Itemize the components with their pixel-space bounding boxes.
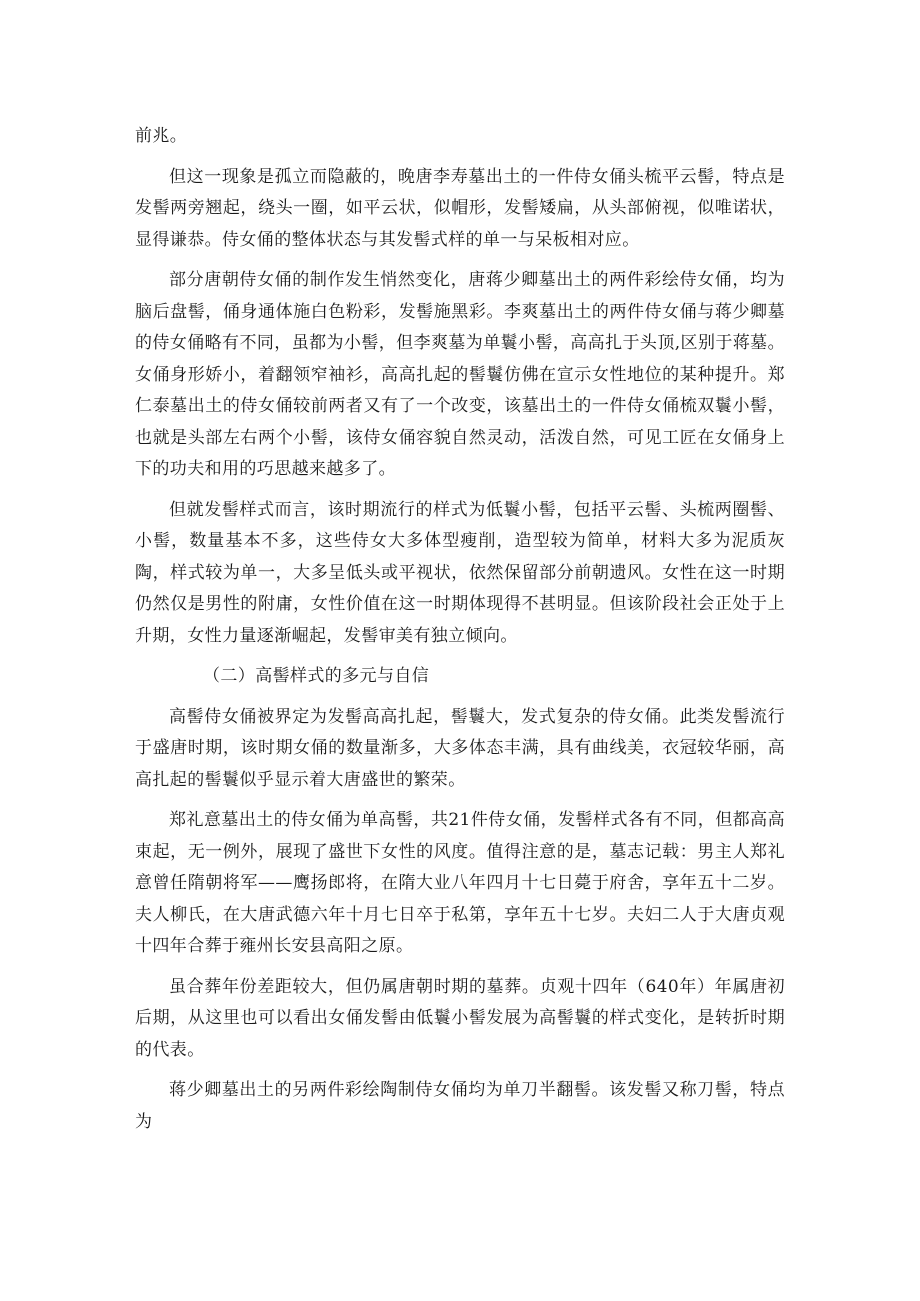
paragraph-continuation: 前兆。 bbox=[135, 126, 188, 146]
paragraph-burial-years: 虽合葬年份差距较大，但仍属唐朝时期的墓葬。贞观十四年（640年）年属唐初后期，从这里也可以看出女俑发髻由低鬟小髻发展为高髻鬟的样式变化，是转折时期的代表。 bbox=[135, 976, 785, 1060]
document-page bbox=[135, 121, 785, 1147]
paragraph-high-bun-definition: 高髻侍女俑被界定为发髻高高扎起，髻鬟大，发式复杂的侍女俑。此类发髻流行于盛唐时期，该时期女俑的数量渐多，大多体态丰满，具有曲线美，衣冠较华丽，高高扎起的髻鬟似乎显示着大唐盛世的繁荣。 bbox=[135, 706, 785, 790]
paragraph-changes-in-figurines: 部分唐朝侍女俑的制作发生悄然变化，唐蒋少卿墓出土的两件彩绘侍女俑，均为脑后盘髻，俑身通体施白色粉彩，发髻施黑彩。李爽墓出土的两件侍女俑与蒋少卿墓的侍女俑略有不同，虽都为小髻，但李爽墓为单鬟小髻，高高扎于头顶,区别于蒋墓。女俑身形娇小，着翻领窄袖衫，高高扎起的髻鬟仿佛在宣示女性地位的某种提升。郑仁泰墓出土的侍女俑较前两者又有了一个改变，该墓出土的一件侍女俑梳双鬟小髻，也就是头部左右两个小髻，该侍女俑容貌自然灵动，活泼自然，可见工匠在女俑身上下的功夫和用的巧思越来越多了。 bbox=[135, 270, 785, 479]
paragraph-li-shou-tomb: 但这一现象是孤立而隐蔽的，晚唐李寿墓出土的一件侍女俑头梳平云髻，特点是发髻两旁翘起，绕头一圈，如平云状，似帽形，发髻矮扁，从头部俯视，似唯诺状，显得谦恭。侍女俑的整体状态与其发髻式样的单一与呆板相对应。 bbox=[135, 166, 785, 250]
paragraph-low-bun-styles: 但就发髻样式而言，该时期流行的样式为低鬟小髻，包括平云髻、头梳两圈髻、小髻，数量基本不多，这些侍女大多体型瘦削，造型较为简单，材料大多为泥质灰陶，样式较为单一，大多呈低头或平视状，依然保留部分前朝遗风。女性在这一时期仍然仅是男性的附庸，女性价值在这一时期体现得不甚明显。但该阶段社会正处于上升期，女性力量逐渐崛起，发髻审美有独立倾向。 bbox=[135, 499, 785, 646]
paragraph-jiang-shaoqing-tomb: 蒋少卿墓出土的另两件彩绘陶制侍女俑均为单刀半翻髻。该发髻又称刀髻，特点为 bbox=[135, 1080, 785, 1132]
section-heading: （二）高髻样式的多元与自信 bbox=[203, 666, 430, 686]
paragraph-zheng-liyi-tomb: 郑礼意墓出土的侍女俑为单高髻，共21件侍女俑，发髻样式各有不同，但都高高束起，无一例外，展现了盛世下女性的风度。值得注意的是，墓志记载：男主人郑礼意曾任隋朝将军——鹰扬郎将，在隋大业八年四月十七日薨于府舍，享年五十二岁。夫人柳氏，在大唐武德六年十月七日卒于私第，享年五十七岁。夫妇二人于大唐贞观十四年合葬于雍州长安县高阳之原。 bbox=[135, 810, 785, 956]
